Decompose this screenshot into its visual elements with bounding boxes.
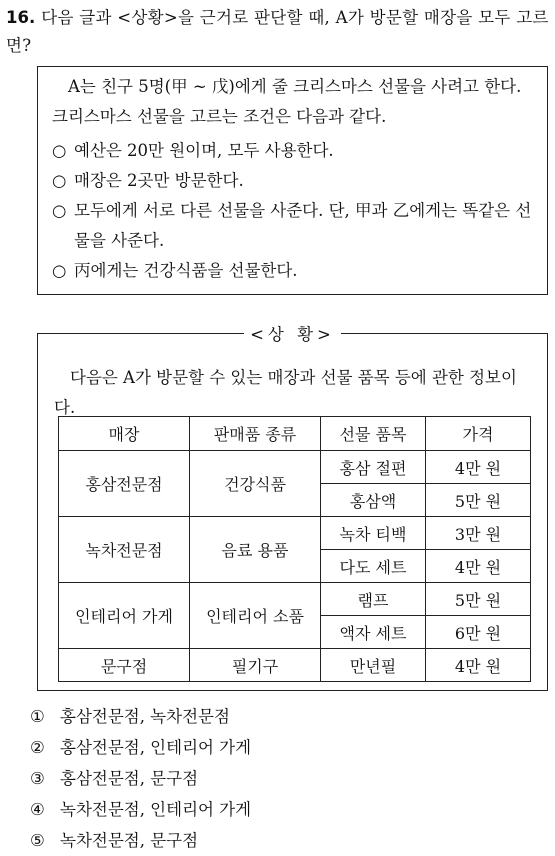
circle-bullet-icon: ○ (52, 261, 67, 280)
price-cell: 5만 원 (426, 583, 531, 616)
item-cell: 만년필 (321, 649, 426, 682)
answer-option-3[interactable] (30, 763, 251, 794)
situation-description: 다음은 A가 방문할 수 있는 매장과 선물 품목 등에 관한 정보이다. (54, 367, 517, 417)
answer-option-5[interactable] (30, 825, 251, 856)
situation-heading-text: <상 황> (244, 325, 341, 344)
table-header-row (59, 417, 531, 451)
passage-box (37, 66, 548, 295)
column-header: 가격 (426, 417, 531, 451)
answer-option-4[interactable] (30, 794, 251, 825)
option-text: 녹차전문점, 문구점 (60, 831, 199, 850)
option-number-icon: ⑤ (30, 831, 45, 850)
condition-item (52, 136, 535, 166)
table-row (59, 517, 531, 550)
table-row (59, 583, 531, 616)
price-cell: 4만 원 (426, 451, 531, 484)
category-cell: 건강식품 (190, 451, 321, 517)
option-text: 녹차전문점, 인테리어 가게 (60, 800, 252, 819)
question-header (6, 4, 551, 60)
column-header: 판매품 종류 (190, 417, 321, 451)
answer-option-1[interactable] (30, 701, 251, 732)
situation-heading (38, 321, 547, 345)
item-cell: 홍삼 절편 (321, 451, 426, 484)
option-text: 홍삼전문점, 문구점 (60, 769, 199, 788)
store-cell: 녹차전문점 (59, 517, 190, 583)
circle-bullet-icon: ○ (52, 201, 67, 220)
item-cell: 홍삼액 (321, 484, 426, 517)
option-number-icon: ② (30, 738, 45, 757)
option-number-icon: ① (30, 707, 45, 726)
option-number-icon: ④ (30, 800, 45, 819)
price-cell: 6만 원 (426, 616, 531, 649)
option-number-icon: ③ (30, 769, 45, 788)
option-text: 홍삼전문점, 인테리어 가게 (60, 738, 252, 757)
item-cell: 액자 세트 (321, 616, 426, 649)
condition-item (52, 196, 535, 256)
price-cell: 3만 원 (426, 517, 531, 550)
store-cell: 홍삼전문점 (59, 451, 190, 517)
condition-text: 모두에게 서로 다른 선물을 사준다. 단, 甲과 乙에게는 똑같은 선물을 사준다. (74, 201, 532, 250)
item-cell: 녹차 티백 (321, 517, 426, 550)
category-cell: 인테리어 소품 (190, 583, 321, 649)
table-row (59, 451, 531, 484)
store-table (58, 416, 531, 682)
category-cell: 필기구 (190, 649, 321, 682)
option-text: 홍삼전문점, 녹차전문점 (60, 707, 230, 726)
column-header: 매장 (59, 417, 190, 451)
situation-box (37, 325, 548, 691)
condition-text: 예산은 20만 원이며, 모두 사용한다. (74, 141, 334, 160)
answer-options (30, 701, 251, 856)
passage-intro: A는 친구 5명(甲 ~ 戊)에게 줄 크리스마스 선물을 사려고 한다. 크리스마스 선물을 고르는 조건은 다음과 같다. (52, 77, 522, 126)
price-cell: 5만 원 (426, 484, 531, 517)
store-cell: 인테리어 가게 (59, 583, 190, 649)
price-cell: 4만 원 (426, 550, 531, 583)
item-cell: 다도 세트 (321, 550, 426, 583)
condition-text: 매장은 2곳만 방문한다. (74, 171, 244, 190)
condition-item (52, 256, 535, 286)
question-stem: 다음 글과 <상황>을 근거로 판단할 때, A가 방문할 매장을 모두 고르면? (6, 8, 549, 55)
answer-option-2[interactable] (30, 732, 251, 763)
table-row (59, 649, 531, 682)
condition-text: 丙에게는 건강식품을 선물한다. (74, 261, 298, 280)
store-cell: 문구점 (59, 649, 190, 682)
condition-item (52, 166, 535, 196)
category-cell: 음료 용품 (190, 517, 321, 583)
item-cell: 램프 (321, 583, 426, 616)
circle-bullet-icon: ○ (52, 171, 67, 190)
question-number: 16. (6, 8, 36, 27)
circle-bullet-icon: ○ (52, 141, 67, 160)
price-cell: 4만 원 (426, 649, 531, 682)
column-header: 선물 품목 (321, 417, 426, 451)
